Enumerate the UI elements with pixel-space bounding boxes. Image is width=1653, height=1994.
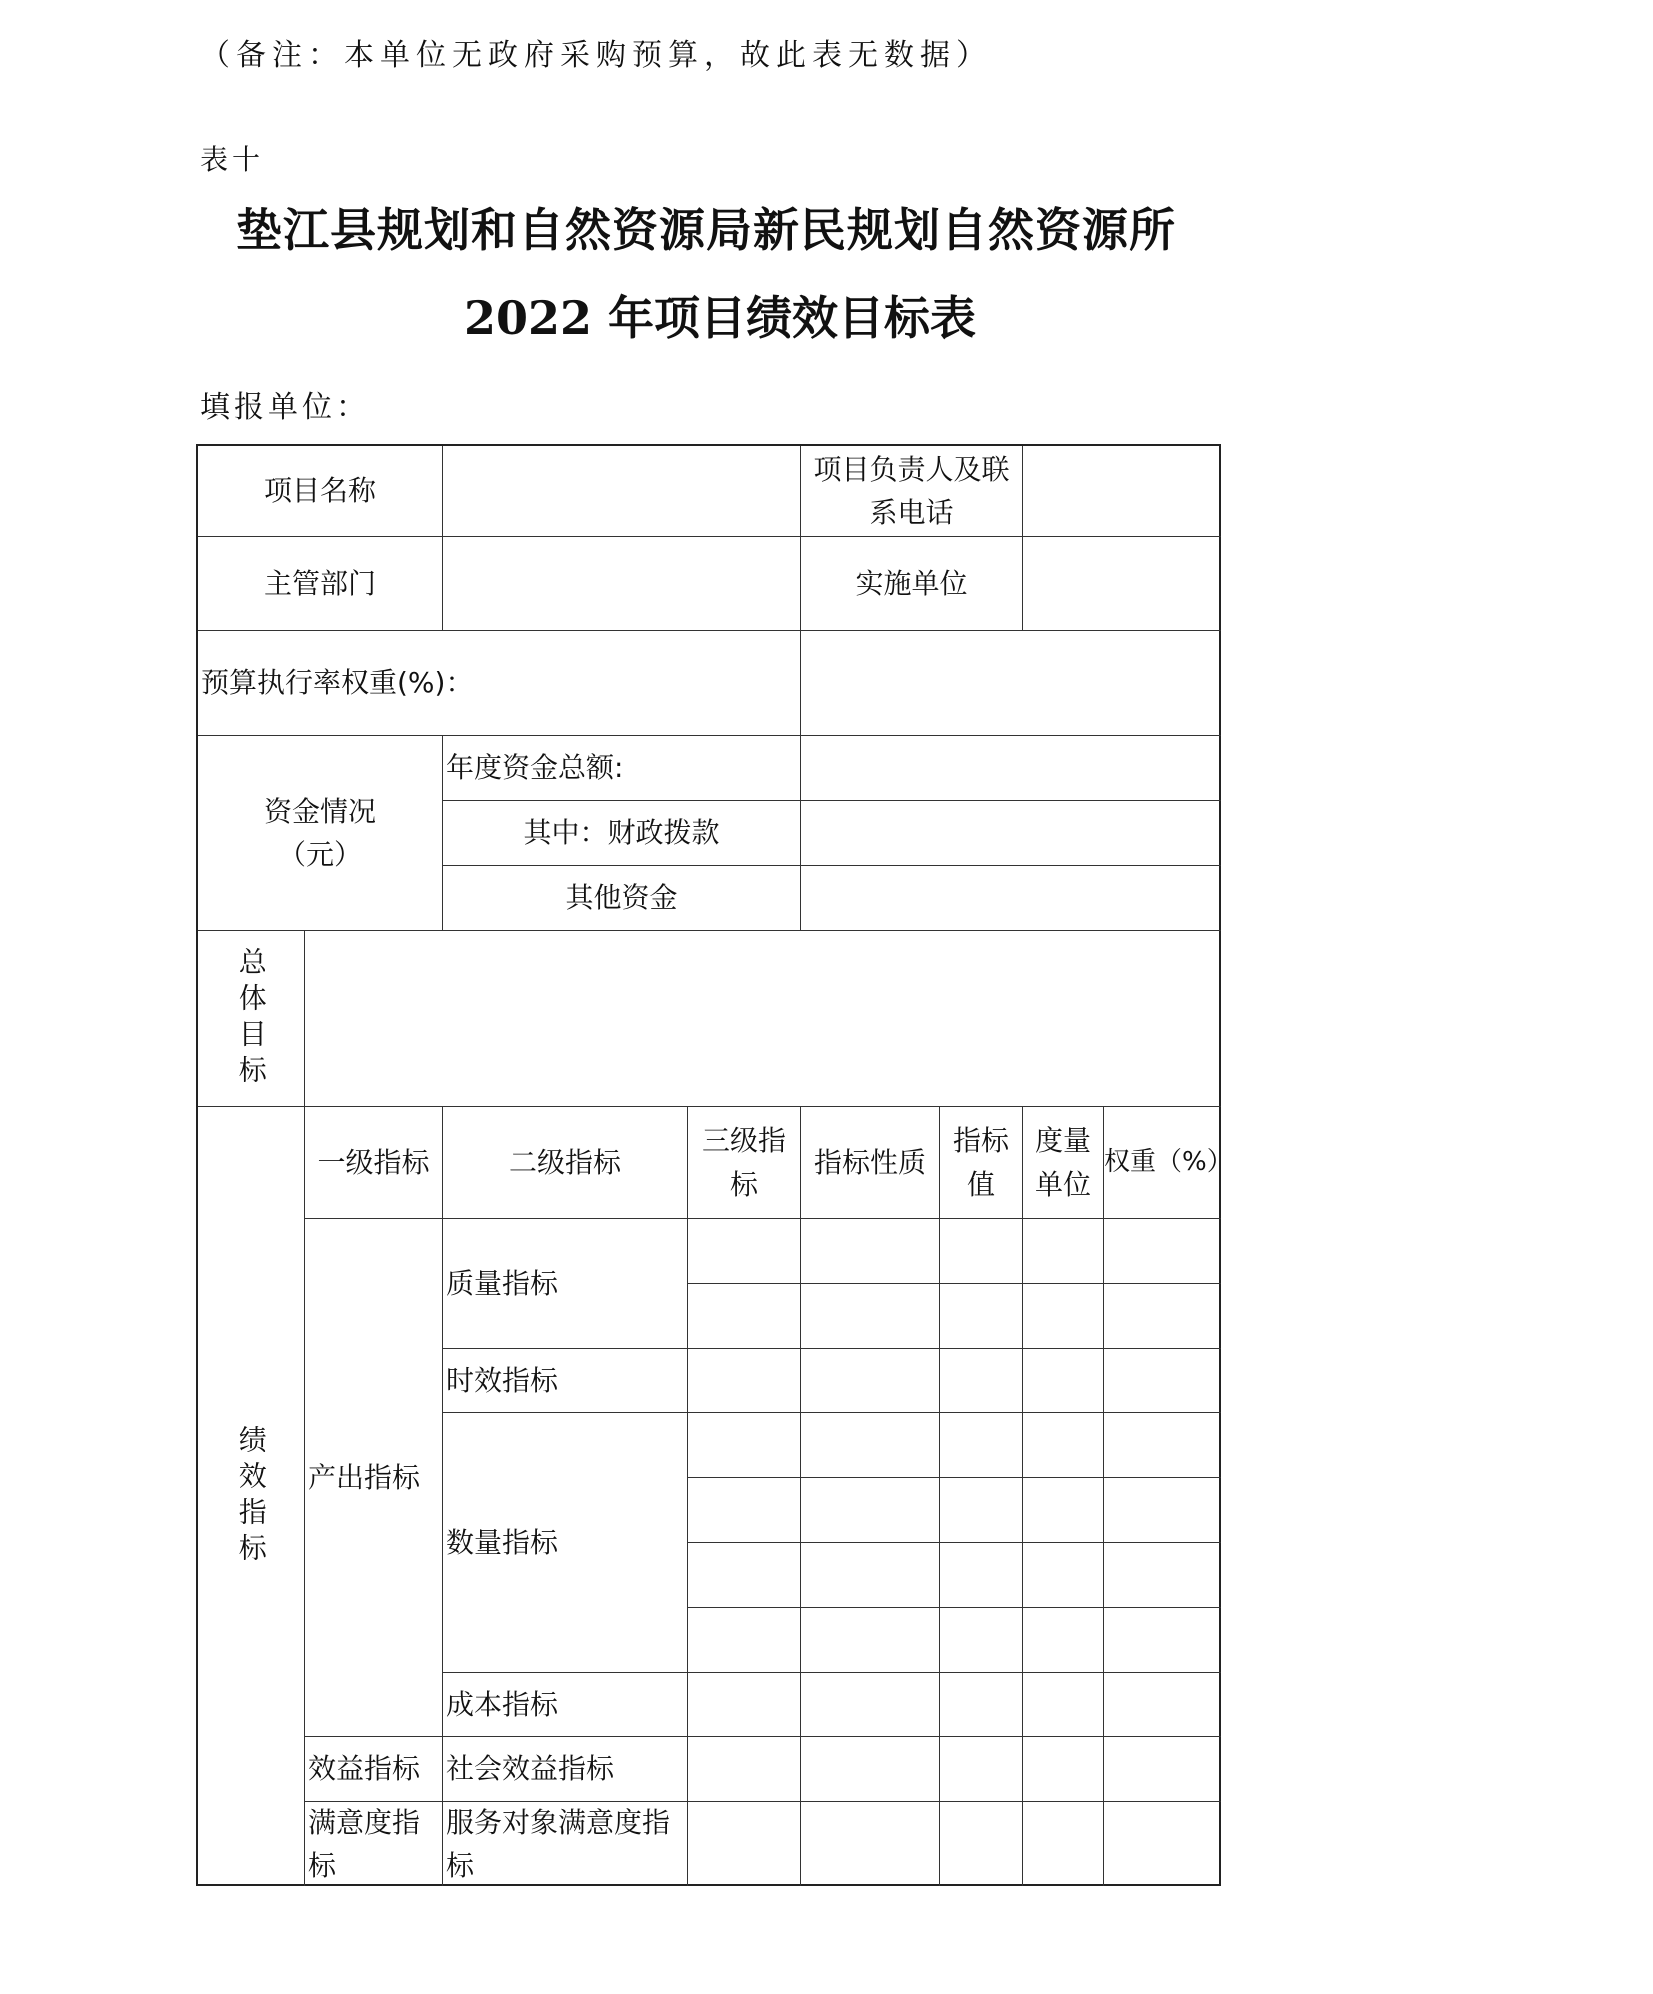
indicator-value-cell[interactable] bbox=[1023, 1543, 1104, 1608]
impl-unit-label: 实施单位 bbox=[801, 537, 1023, 631]
indicator-value-cell[interactable] bbox=[801, 1284, 940, 1349]
indicator-value-cell[interactable] bbox=[801, 1737, 940, 1802]
cost-indicator-label: 成本指标 bbox=[443, 1673, 688, 1737]
remark-note: （备注：本单位无政府采购预算，故此表无数据） bbox=[200, 38, 992, 73]
indicator-value-cell[interactable] bbox=[801, 1219, 940, 1284]
indicator-value-cell[interactable] bbox=[940, 1219, 1023, 1284]
table-number: 表十 bbox=[200, 143, 265, 176]
indicator-value-cell[interactable] bbox=[688, 1284, 801, 1349]
fill-unit-label: 填报单位： bbox=[200, 390, 370, 425]
other-funds-value[interactable] bbox=[801, 866, 1221, 931]
indicator-value-cell[interactable] bbox=[1023, 1802, 1104, 1886]
indicator-value-cell[interactable] bbox=[940, 1737, 1023, 1802]
indicator-value-cell[interactable] bbox=[688, 1413, 801, 1478]
performance-target-table bbox=[196, 444, 1233, 1886]
indicator-value-cell[interactable] bbox=[1023, 1349, 1104, 1413]
annual-total-label: 年度资金总额: bbox=[443, 736, 801, 801]
indicator-value-cell[interactable] bbox=[940, 1478, 1023, 1543]
indicator-value-cell[interactable] bbox=[1023, 1478, 1104, 1543]
other-funds-label: 其他资金 bbox=[443, 866, 801, 931]
indicator-value-cell[interactable] bbox=[1104, 1737, 1221, 1802]
project-name-label: 项目名称 bbox=[198, 446, 443, 537]
indicator-value-cell[interactable] bbox=[1023, 1673, 1104, 1737]
timeliness-indicator-label: 时效指标 bbox=[443, 1349, 688, 1413]
indicator-value-cell[interactable] bbox=[1104, 1219, 1221, 1284]
satisfaction-indicator-label: 满意度指标 bbox=[305, 1802, 443, 1886]
benefit-indicator-label: 效益指标 bbox=[305, 1737, 443, 1802]
impl-unit-value[interactable] bbox=[1023, 537, 1221, 631]
indicator-value-cell[interactable] bbox=[1104, 1608, 1221, 1673]
dept-value[interactable] bbox=[443, 537, 801, 631]
social-benefit-label: 社会效益指标 bbox=[443, 1737, 688, 1802]
budget-rate-value[interactable] bbox=[801, 631, 1221, 736]
indicator-value-cell[interactable] bbox=[688, 1608, 801, 1673]
indicator-value-cell[interactable] bbox=[940, 1284, 1023, 1349]
dept-label: 主管部门 bbox=[198, 537, 443, 631]
annual-total-value[interactable] bbox=[801, 736, 1221, 801]
indicator-value-cell[interactable] bbox=[1104, 1413, 1221, 1478]
col-level2-header: 二级指标 bbox=[443, 1107, 688, 1219]
indicator-value-cell[interactable] bbox=[688, 1737, 801, 1802]
col-level3-header: 三级指标 bbox=[688, 1107, 801, 1219]
project-name-value[interactable] bbox=[443, 446, 801, 537]
indicator-value-cell[interactable] bbox=[1023, 1413, 1104, 1478]
indicator-value-cell[interactable] bbox=[801, 1673, 940, 1737]
indicator-value-cell[interactable] bbox=[688, 1673, 801, 1737]
fiscal-value[interactable] bbox=[801, 801, 1221, 866]
perf-indicators-label: 绩效指标 bbox=[198, 1107, 305, 1886]
indicator-value-cell[interactable] bbox=[801, 1802, 940, 1886]
indicator-value-cell[interactable] bbox=[801, 1478, 940, 1543]
project-lead-label: 项目负责人及联系电话 bbox=[801, 446, 1023, 537]
overall-goal-label: 总体目标 bbox=[198, 931, 305, 1107]
indicator-value-cell[interactable] bbox=[1023, 1608, 1104, 1673]
quantity-indicator-label: 数量指标 bbox=[443, 1413, 688, 1673]
indicator-value-cell[interactable] bbox=[688, 1802, 801, 1886]
indicator-value-cell[interactable] bbox=[1104, 1349, 1221, 1413]
indicator-value-cell[interactable] bbox=[940, 1802, 1023, 1886]
service-satisfaction-label: 服务对象满意度指标 bbox=[443, 1802, 688, 1886]
indicator-value-cell[interactable] bbox=[801, 1349, 940, 1413]
indicator-value-cell[interactable] bbox=[1104, 1478, 1221, 1543]
col-level1-header: 一级指标 bbox=[305, 1107, 443, 1219]
col-weight-header: 权重（%） bbox=[1104, 1107, 1221, 1219]
page-title-line-1: 垫江县规划和自然资源局新民规划自然资源所 bbox=[236, 203, 1176, 257]
col-unit-header: 度量单位 bbox=[1023, 1107, 1104, 1219]
col-nature-header: 指标性质 bbox=[801, 1107, 940, 1219]
indicator-value-cell[interactable] bbox=[1104, 1284, 1221, 1349]
indicator-value-cell[interactable] bbox=[1023, 1219, 1104, 1284]
fund-status-label: 资金情况（元） bbox=[198, 736, 443, 931]
indicator-value-cell[interactable] bbox=[1104, 1673, 1221, 1737]
col-value-header: 指标值 bbox=[940, 1107, 1023, 1219]
indicator-value-cell[interactable] bbox=[940, 1608, 1023, 1673]
quality-indicator-label: 质量指标 bbox=[443, 1219, 688, 1349]
indicator-value-cell[interactable] bbox=[1104, 1802, 1221, 1886]
output-indicator-label: 产出指标 bbox=[305, 1219, 443, 1737]
fiscal-label: 其中：财政拨款 bbox=[443, 801, 801, 866]
indicator-value-cell[interactable] bbox=[1023, 1284, 1104, 1349]
indicator-value-cell[interactable] bbox=[940, 1413, 1023, 1478]
indicator-value-cell[interactable] bbox=[688, 1478, 801, 1543]
project-lead-value[interactable] bbox=[1023, 446, 1221, 537]
indicator-value-cell[interactable] bbox=[940, 1349, 1023, 1413]
indicator-value-cell[interactable] bbox=[940, 1543, 1023, 1608]
indicator-value-cell[interactable] bbox=[801, 1543, 940, 1608]
indicator-value-cell[interactable] bbox=[1023, 1737, 1104, 1802]
overall-goal-value[interactable] bbox=[305, 931, 1221, 1107]
indicator-value-cell[interactable] bbox=[1104, 1543, 1221, 1608]
indicator-value-cell[interactable] bbox=[688, 1543, 801, 1608]
indicator-value-cell[interactable] bbox=[688, 1219, 801, 1284]
indicator-value-cell[interactable] bbox=[801, 1608, 940, 1673]
indicator-value-cell[interactable] bbox=[688, 1349, 801, 1413]
indicator-value-cell[interactable] bbox=[940, 1673, 1023, 1737]
budget-rate-label: 预算执行率权重(%)： bbox=[198, 631, 801, 736]
indicator-value-cell[interactable] bbox=[801, 1413, 940, 1478]
page-title-line-2: 2022 年项目绩效目标表 bbox=[464, 291, 977, 345]
